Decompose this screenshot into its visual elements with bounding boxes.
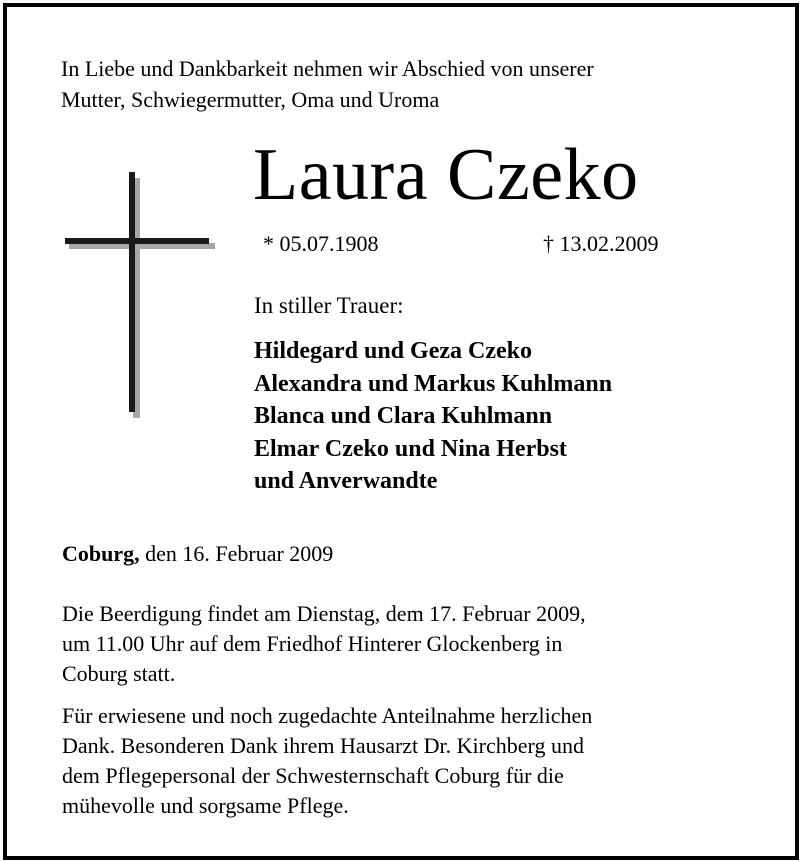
mourner-entry: Blanca und Clara Kuhlmann [254, 403, 553, 429]
cross-icon [63, 170, 223, 420]
deceased-name: Laura Czeko [253, 134, 639, 216]
mourner-entry: und Anverwandte [254, 468, 438, 494]
place-name: Coburg, [62, 541, 140, 566]
thanks-line: mühevolle und sorgsame Pflege. [62, 793, 349, 818]
funeral-info [62, 599, 586, 689]
thanks-line: Dank. Besonderen Dank ihrem Hausarzt Dr. Kirchberg und [62, 733, 584, 758]
funeral-line: um 11.00 Uhr auf dem Friedhof Hinterer Glockenberg in [62, 631, 563, 656]
thanks-text [62, 701, 592, 821]
intro-line: Mutter, Schwiegermutter, Oma und Uroma [61, 87, 440, 112]
intro-line: In Liebe und Dankbarkeit nehmen wir Abschied von unserer [61, 56, 594, 81]
notice-date: den 16. Februar 2009 [145, 541, 334, 566]
mourner-entry: Elmar Czeko und Nina Herbst [254, 435, 567, 462]
thanks-line: dem Pflegepersonal der Schwesternschaft Coburg für die [62, 763, 564, 788]
birth-date: * 05.07.1908 [263, 231, 379, 256]
mourning-heading: In stiller Trauer: [254, 293, 404, 318]
funeral-line: Coburg statt. [62, 661, 176, 686]
mourners-list [254, 335, 612, 498]
obituary-notice [3, 3, 799, 860]
death-date: † 13.02.2009 [543, 231, 659, 256]
thanks-line: Für erwiesene und noch zugedachte Anteilnahme herzlichen [62, 703, 593, 728]
intro-text [61, 53, 761, 115]
funeral-line: Die Beerdigung findet am Dienstag, dem 17. Februar 2009, [62, 601, 586, 626]
mourner-entry: Alexandra und Markus Kuhlmann [254, 370, 613, 397]
place-date-line [62, 541, 333, 567]
mourner-entry: Hildegard und Geza Czeko [254, 338, 533, 364]
